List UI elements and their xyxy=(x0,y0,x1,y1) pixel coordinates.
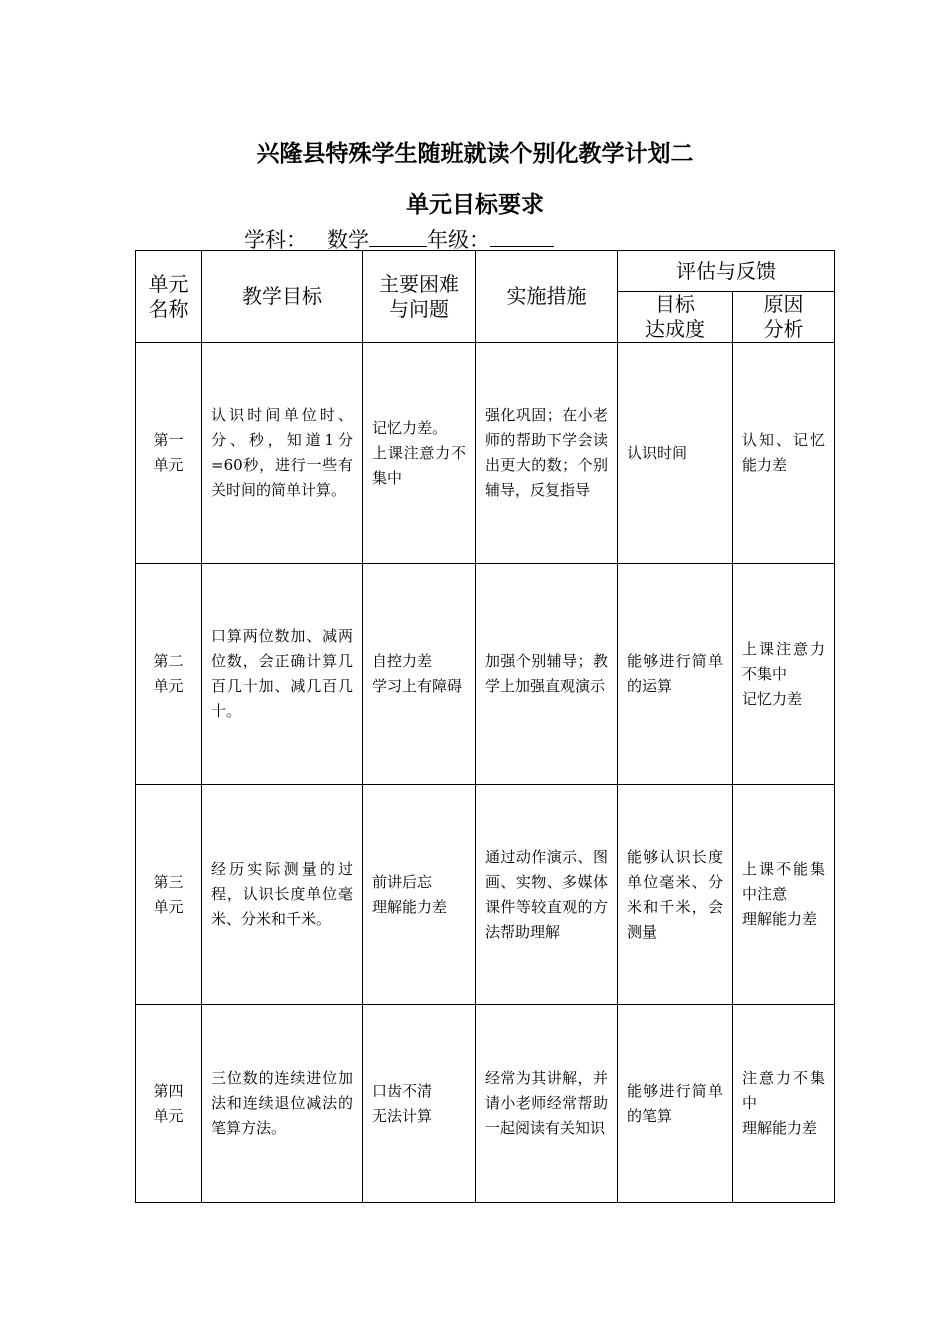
reason-cell: 上课不能集中注意 理解能力差 xyxy=(742,860,825,928)
difficulty-cell: 前讲后忘 理解能力差 xyxy=(372,872,448,916)
header-unit-name: 单元 名称 xyxy=(136,251,202,343)
measures-cell: 经常为其讲解，并请小老师经常帮助一起阅读有关知识 xyxy=(485,1069,608,1137)
achievement-cell: 能够进行简单的笔算 xyxy=(627,1081,723,1125)
measures-cell: 通过动作演示、图画、实物、多媒体课件等较直观的方法帮助理解 xyxy=(485,847,608,941)
unit-name: 第二 单元 xyxy=(153,652,184,695)
difficulty-cell: 自控力差 学习上有障碍 xyxy=(372,652,463,695)
subject-value: 数学 xyxy=(327,228,369,252)
table-header-row xyxy=(136,251,835,292)
difficulty-cell: 记忆力差。 上课注意力不集中 xyxy=(372,418,466,487)
unit-name: 第三 单元 xyxy=(153,872,184,916)
header-achievement: 目标 达成度 xyxy=(618,292,733,343)
table-row xyxy=(136,343,835,564)
grade-label: 年级： xyxy=(427,228,490,252)
achievement-cell: 认识时间 xyxy=(627,443,688,462)
unit-name: 第一 单元 xyxy=(153,431,184,474)
table-row xyxy=(136,785,835,1005)
page-subtitle: 单元目标要求 xyxy=(406,192,544,218)
measures-cell: 加强个别辅导；教学上加强直观演示 xyxy=(485,652,608,695)
reason-cell: 上课注意力不集中 记忆力差 xyxy=(742,639,825,708)
header-measures: 实施措施 xyxy=(476,251,618,343)
table-row xyxy=(136,564,835,785)
difficulty-cell: 口齿不清 无法计算 xyxy=(372,1081,433,1125)
header-goal: 教学目标 xyxy=(202,251,363,343)
achievement-cell: 能够进行简单的运算 xyxy=(627,652,723,695)
header-evaluation: 评估与反馈 xyxy=(618,251,835,292)
page-title: 兴隆县特殊学生随班就读个别化教学计划二 xyxy=(256,141,694,167)
header-difficulty: 主要困难 与问题 xyxy=(363,251,476,343)
goal-cell: 认识时间单位时、分、秒，知道1分=60秒，进行一些有关时间的简单计算。 xyxy=(211,406,353,499)
header-reason: 原因 分析 xyxy=(733,292,835,343)
goal-cell: 三位数的连续进位加法和连续退位减法的笔算方法。 xyxy=(211,1069,353,1137)
unit-name: 第四 单元 xyxy=(153,1081,184,1125)
reason-cell: 注意力不集中 理解能力差 xyxy=(742,1069,825,1137)
achievement-cell: 能够认识长度单位毫米、分米和千米，会测量 xyxy=(627,847,723,941)
grade-blank xyxy=(490,226,554,247)
subject-label: 学科： xyxy=(244,228,307,252)
goal-cell: 经历实际测量的过程，认识长度单位毫米、分米和千米。 xyxy=(211,860,353,928)
unit-goals-table xyxy=(135,250,835,1203)
subject-underline xyxy=(369,226,427,247)
table-row xyxy=(136,1005,835,1203)
measures-cell: 强化巩固；在小老师的帮助下学会读出更大的数；个别辅导，反复指导 xyxy=(485,406,608,499)
goal-cell: 口算两位数加、减两位数，会正确计算几百几十加、减几百几十。 xyxy=(211,627,353,720)
reason-cell: 认知、记忆能力差 xyxy=(742,431,825,474)
